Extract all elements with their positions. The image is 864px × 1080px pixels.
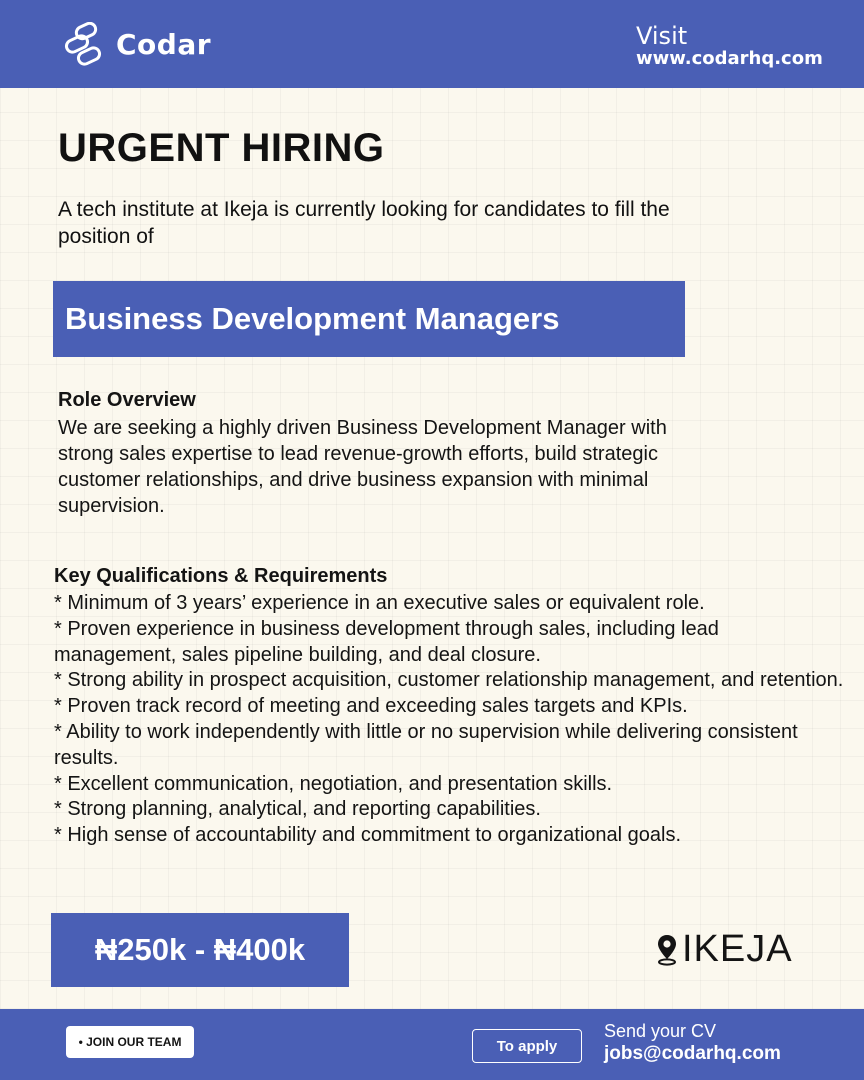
list-item: * Strong planning, analytical, and reporting capabilities. — [54, 798, 541, 821]
role-overview-heading: Role Overview — [58, 389, 196, 411]
position-banner — [53, 281, 685, 357]
visit-label: Visit — [636, 22, 688, 50]
website-link[interactable]: www.codarhq.com — [636, 48, 823, 69]
salary-range: ₦250k - ₦400k — [94, 932, 306, 967]
codar-logo-icon — [62, 22, 108, 66]
list-item: * Excellent communication, negotiation, and presentation skills. — [54, 772, 613, 795]
location — [656, 928, 793, 971]
salary-banner — [51, 913, 349, 987]
brand-logo[interactable] — [62, 20, 211, 68]
qualifications-list — [54, 591, 844, 849]
send-cv-label: Send your CV — [604, 1021, 717, 1041]
footer-bar — [0, 1009, 864, 1080]
list-item: * Strong ability in prospect acquisition, customer relationship management, and retention. — [54, 669, 844, 692]
intro-text: A tech institute at Ikeja is currently looking for candidates to fill the position of — [58, 198, 670, 248]
map-pin-icon — [656, 933, 678, 967]
role-overview-text: We are seeking a highly driven Business Development Manager with strong sales expertise to lead revenue-growth efforts, build strategic customer relationships, and drive business expansion with minimal supervision. — [58, 417, 667, 517]
location-label: IKEJA — [682, 928, 793, 970]
apply-button[interactable]: To apply — [472, 1029, 582, 1063]
list-item: * Ability to work independently with little or no supervision while delivering consistent results. — [54, 720, 798, 769]
email-link[interactable]: jobs@codarhq.com — [604, 1043, 781, 1064]
list-item: * Proven experience in business development through sales, including lead management, sales pipeline building, and deal closure. — [54, 617, 719, 666]
list-item: * High sense of accountability and commitment to organizational goals. — [54, 824, 682, 847]
list-item: * Proven track record of meeting and exceeding sales targets and KPIs. — [54, 695, 688, 718]
header-bar — [0, 0, 864, 88]
page-title: URGENT HIRING — [58, 126, 385, 170]
list-item: * Minimum of 3 years’ experience in an executive sales or equivalent role. — [54, 592, 705, 614]
qualifications-heading: Key Qualifications & Requirements — [54, 565, 388, 587]
brand-name: Codar — [116, 27, 212, 61]
position-title: Business Development Managers — [65, 301, 560, 336]
join-team-button[interactable]: • JOIN OUR TEAM — [66, 1026, 194, 1058]
